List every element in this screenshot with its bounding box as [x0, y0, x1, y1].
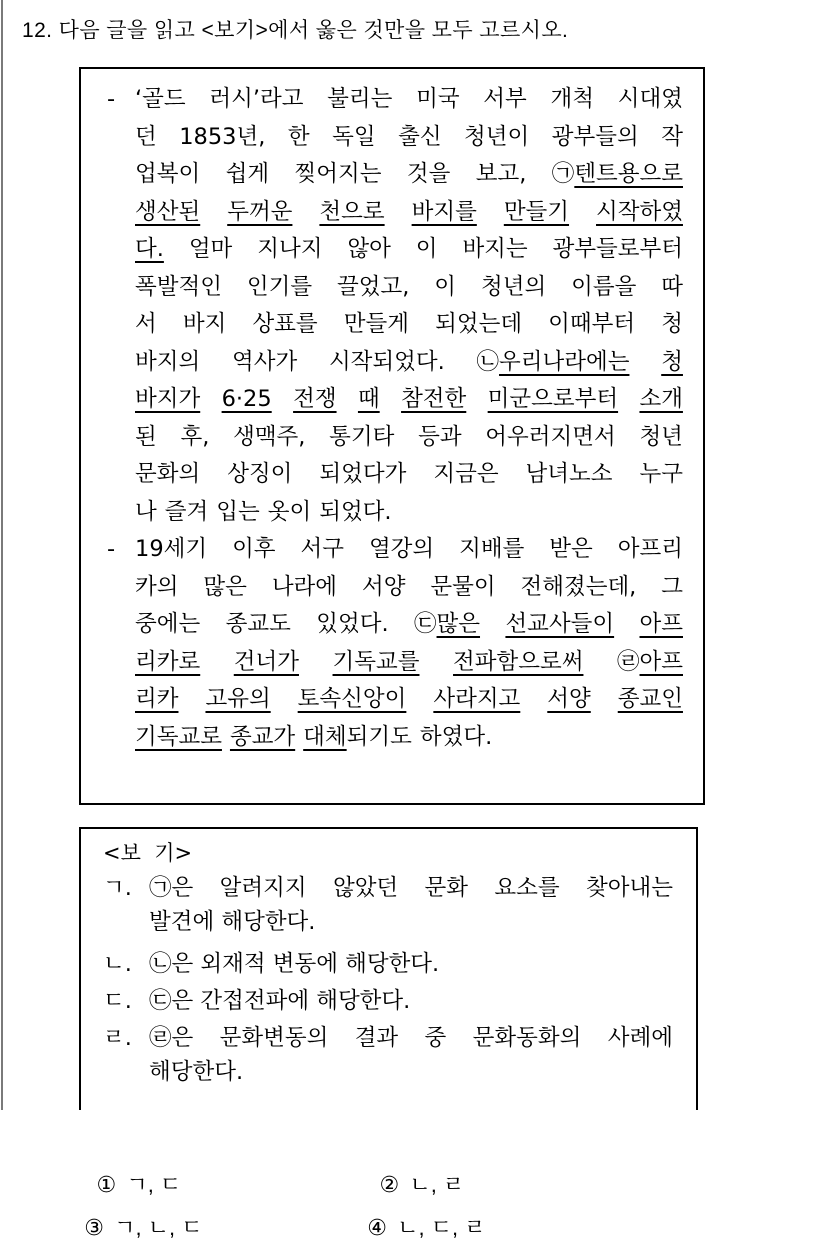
- underlined-text: 선교사들이: [505, 611, 615, 637]
- bogi-item-d: [103, 1021, 673, 1089]
- passage-word: 카의: [135, 573, 179, 600]
- underlined-text: 종교인: [617, 686, 683, 712]
- passage-word: 남녀노소: [525, 461, 613, 487]
- passage-word: 않아: [347, 236, 391, 262]
- passage-word: 지금은: [433, 461, 499, 487]
- underlined-text: 두꺼운: [227, 198, 293, 225]
- underlined-text: 바지를: [411, 198, 477, 225]
- choice-text: ㄴ, ㄷ, ㄹ: [397, 1215, 486, 1240]
- passage-word: [639, 381, 682, 417]
- passage-word: 서부: [483, 86, 527, 112]
- passage-word: 상징이: [227, 461, 293, 487]
- passage-word: 입는: [216, 498, 260, 525]
- passage-word: [401, 381, 466, 417]
- bogi-item-a: [103, 871, 673, 939]
- passage-word: 폭발적인: [135, 273, 222, 300]
- passage-word: 19세기: [135, 536, 208, 562]
- passage-word: [433, 681, 520, 717]
- choice-3[interactable]: [72, 1183, 202, 1243]
- passage-line: [135, 606, 683, 642]
- passage-word: 개척: [550, 86, 594, 112]
- passage-word: [222, 381, 272, 417]
- underlined-text: 건너가: [233, 648, 299, 675]
- passage-word: ㉢많은: [414, 611, 481, 637]
- underlined-text: 청: [661, 348, 683, 375]
- passage-word: 종교도: [225, 611, 291, 637]
- passage-word: 이후: [232, 536, 276, 562]
- passage-word: 역사가: [231, 348, 298, 375]
- passage-word: 청년: [639, 423, 683, 450]
- passage-line: [135, 569, 683, 605]
- passage-word: 전해졌는데,: [520, 573, 637, 600]
- passage-word: 그: [661, 573, 683, 600]
- passage-word: ㉠텐트용으로: [551, 161, 683, 187]
- passage-word: 되었다가: [319, 461, 407, 487]
- passage-word: 광부들로부터: [552, 236, 683, 262]
- passage-word: [230, 719, 295, 755]
- passage-word: 받은: [549, 536, 593, 562]
- passage-word: 후,: [180, 423, 210, 450]
- choice-number: ①: [96, 1172, 117, 1197]
- passage-word: 나: [135, 498, 157, 525]
- bogi-item-text: ㉡은 외재적 변동에 해당한다.: [149, 951, 440, 977]
- underlined-text: 리카: [135, 686, 179, 712]
- passage-word: 대체되기도: [303, 723, 412, 750]
- passage-word: 청년이: [464, 123, 530, 150]
- passage-box: [79, 67, 705, 805]
- bogi-word: 찾아내는: [586, 875, 673, 901]
- passage-word: [135, 644, 200, 680]
- underlined-text: 아프: [639, 648, 683, 675]
- passage-word: 바지: [182, 311, 227, 337]
- passage-word: 서: [135, 311, 157, 337]
- passage-word: 된: [135, 423, 157, 450]
- bogi-box: [79, 827, 698, 1119]
- passage-word: 되었는데: [435, 311, 523, 337]
- passage-word: 많은: [203, 573, 247, 600]
- underlined-text: 서양: [547, 686, 591, 712]
- passage-word: [505, 606, 614, 642]
- bogi-word: 문화변동의: [219, 1025, 329, 1051]
- passage-word: [358, 381, 380, 417]
- passage-word: 옷이: [267, 498, 312, 525]
- choice-text: ㄱ, ㄴ, ㄷ: [114, 1215, 203, 1240]
- underlined-text: 생산된: [135, 198, 201, 225]
- underlined-text: 사라지고: [433, 686, 521, 712]
- passage-line: [135, 494, 683, 530]
- underlined-text: 텐트용으로: [574, 161, 683, 187]
- passage-line: [135, 419, 683, 455]
- passage-word: 누구: [639, 461, 683, 487]
- passage-word: 던: [135, 123, 157, 150]
- passage-word: 지배를: [459, 536, 525, 562]
- passage-line: [135, 194, 683, 230]
- passage-word: 1853년,: [179, 123, 266, 150]
- bogi-item-continuation: 발견에 해당한다.: [149, 909, 316, 935]
- bogi-item-marker: ㄱ.: [103, 875, 132, 901]
- passage-word: [547, 681, 590, 717]
- passage-word: 서구: [300, 536, 344, 562]
- passage-word: 한: [287, 123, 310, 150]
- bogi-item-text: [149, 1021, 673, 1055]
- passage-word: 독일: [332, 123, 376, 150]
- bogi-item-c: [103, 984, 410, 1018]
- passage-word: 인기를: [246, 273, 313, 300]
- passage-word: 시대였: [617, 86, 683, 112]
- passage-word: 하였다.: [419, 723, 493, 750]
- passage-word: [661, 344, 683, 380]
- passage-word: 광부들의: [551, 123, 639, 150]
- bogi-header: <보 기>: [103, 841, 193, 865]
- choice-text: ㄴ, ㄹ: [409, 1172, 465, 1197]
- passage-word: [504, 194, 569, 230]
- passage-word: [333, 644, 420, 680]
- passage-word: 이: [415, 236, 438, 262]
- underlined-text: 전파함으로써: [453, 648, 584, 675]
- passage-line: [135, 644, 683, 680]
- passage-word: 어우러지면서: [485, 423, 616, 450]
- passage-word: 되었다.: [319, 498, 392, 525]
- passage-word: 문화의: [135, 461, 201, 487]
- passage-line: [135, 381, 683, 417]
- bogi-word: 요소를: [494, 875, 560, 901]
- passage-word: 만들게: [343, 311, 409, 337]
- bogi-item-marker: ㄹ.: [103, 1025, 132, 1051]
- underlined-text: 우리나라에는: [499, 348, 630, 375]
- passage-word: 미국: [416, 86, 460, 112]
- passage-word: [234, 644, 299, 680]
- passage-word: [227, 194, 292, 230]
- underlined-text: 6·25: [221, 386, 272, 412]
- passage-line: [135, 531, 683, 567]
- passage-line: [135, 156, 683, 192]
- underlined-text: 소개: [639, 386, 683, 412]
- paragraph-bullet: -: [107, 536, 116, 562]
- bogi-word: 결과: [354, 1025, 399, 1051]
- passage-word: 중에는: [135, 611, 201, 637]
- passage-word: [135, 681, 178, 717]
- underlined-text: 많은: [436, 611, 481, 637]
- bogi-word: 중: [424, 1025, 447, 1051]
- passage-word: [293, 381, 336, 417]
- underlined-text: 기독교를: [332, 648, 420, 675]
- passage-word: 청년의: [480, 273, 547, 300]
- passage-word: [488, 381, 618, 417]
- underlined-text: 만들기: [503, 198, 570, 225]
- underlined-text: 대체: [303, 723, 347, 750]
- passage-word: 있었다.: [316, 611, 389, 637]
- passage-word: 보고,: [475, 161, 527, 187]
- passage-word: [453, 644, 583, 680]
- passage-word: [135, 231, 164, 267]
- passage-word: [298, 681, 407, 717]
- passage-word: [618, 681, 683, 717]
- passage-word: 문물이: [430, 573, 496, 600]
- passage-word: 것을: [406, 161, 451, 187]
- bogi-word: 문화동화의: [472, 1025, 582, 1051]
- passage-word: 열강의: [368, 536, 435, 562]
- underlined-text: 천으로: [319, 198, 385, 225]
- passage-word: 이: [434, 273, 457, 300]
- passage-word: 작: [661, 123, 683, 150]
- passage-word: 쉽게: [225, 161, 270, 187]
- bogi-item-marker: ㄷ.: [103, 988, 132, 1014]
- passage-word: ‘골드: [135, 86, 186, 112]
- underlined-text: 참전한: [401, 386, 467, 412]
- passage-word: 불리는: [327, 86, 393, 112]
- passage-word: 서양: [361, 573, 406, 600]
- underlined-text: 다.: [135, 236, 164, 262]
- underlined-text: 종교가: [229, 723, 296, 750]
- passage-line: [135, 344, 683, 380]
- passage-word: 이때부터: [548, 311, 636, 337]
- choice-number: ②: [379, 1172, 400, 1197]
- passage-word: 업복이: [135, 161, 201, 187]
- passage-word: 통기타: [329, 423, 395, 450]
- passage-word: 지나지: [257, 236, 323, 262]
- passage-word: ㉡우리나라에는: [476, 348, 630, 375]
- underlined-text: 시작하였: [596, 198, 683, 225]
- passage-line: [135, 719, 683, 755]
- paragraph-bullet: -: [107, 86, 116, 112]
- question-title: 12. 다음 글을 읽고 <보기>에서 옳은 것만을 모두 고르시오.: [22, 19, 569, 42]
- choice-4[interactable]: [355, 1183, 485, 1243]
- passage-word: [135, 719, 222, 755]
- passage-line: [135, 269, 683, 305]
- bogi-word: 사례에: [607, 1025, 673, 1051]
- passage-word: 나라에: [271, 573, 338, 600]
- passage-word: [205, 681, 270, 717]
- choice-text: ㄱ, ㄷ: [126, 1172, 182, 1197]
- passage-word: [640, 606, 683, 642]
- passage-word: 청: [661, 311, 683, 337]
- passage-word: [135, 194, 200, 230]
- choices-row-1: [0, 1135, 826, 1197]
- bogi-item-text: ㉢은 간접전파에 해당한다.: [149, 988, 411, 1014]
- passage-word: 시작되었다.: [328, 348, 445, 375]
- passage-line: [135, 456, 683, 492]
- choice-number: ③: [84, 1215, 104, 1240]
- underlined-text: 미군으로부터: [487, 386, 619, 412]
- passage-word: 생맥주,: [233, 423, 306, 450]
- bogi-word: ㉠은: [149, 875, 194, 901]
- passage-line: [135, 119, 683, 155]
- choice-number: ④: [367, 1215, 387, 1240]
- underlined-text: 바지가: [135, 386, 201, 412]
- bogi-word: 알려지지: [219, 875, 307, 901]
- bogi-word: 문화: [424, 875, 469, 901]
- passage-word: [319, 194, 384, 230]
- passage-word: 찢어지는: [294, 161, 382, 187]
- underlined-text: 고유의: [205, 686, 271, 712]
- passage-line: [135, 81, 683, 117]
- passage-word: [135, 381, 200, 417]
- passage-word: [596, 194, 683, 230]
- underlined-text: 때: [357, 386, 380, 412]
- bogi-item-b: [103, 947, 439, 981]
- bogi-item-text: [149, 871, 673, 905]
- passage-word: 따: [661, 273, 683, 300]
- underlined-text: 기독교로: [135, 723, 222, 750]
- underlined-text: 토속신앙이: [297, 686, 407, 712]
- passage-word: 즐겨: [164, 498, 209, 525]
- passage-word: ㉣아프: [617, 648, 683, 675]
- bogi-item-marker: ㄴ.: [103, 951, 132, 977]
- passage-word: 바지는: [462, 236, 528, 262]
- bogi-word: 않았던: [332, 875, 399, 901]
- underlined-text: 리카로: [135, 648, 201, 675]
- underlined-text: 전쟁: [293, 386, 337, 412]
- passage-word: 러시’라고: [209, 86, 304, 112]
- passage-word: 끌었고,: [337, 273, 410, 300]
- underlined-text: 아프: [639, 611, 683, 637]
- passage-word: 얼마: [188, 236, 233, 262]
- bogi-word: ㉣은: [149, 1025, 194, 1051]
- passage-word: 등과: [418, 423, 462, 450]
- passage-line: [135, 306, 683, 342]
- passage-word: [412, 194, 477, 230]
- passage-word: 상표를: [252, 311, 318, 337]
- passage-word: 바지의: [135, 348, 201, 375]
- bogi-item-continuation: 해당한다.: [149, 1059, 244, 1085]
- passage-line: [135, 231, 683, 267]
- passage-line: [135, 681, 683, 717]
- left-margin-rule: [1, 0, 3, 1110]
- passage-word: 이름을: [571, 273, 637, 300]
- passage-word: 출신: [398, 123, 442, 150]
- passage-word: 아프리: [617, 536, 683, 562]
